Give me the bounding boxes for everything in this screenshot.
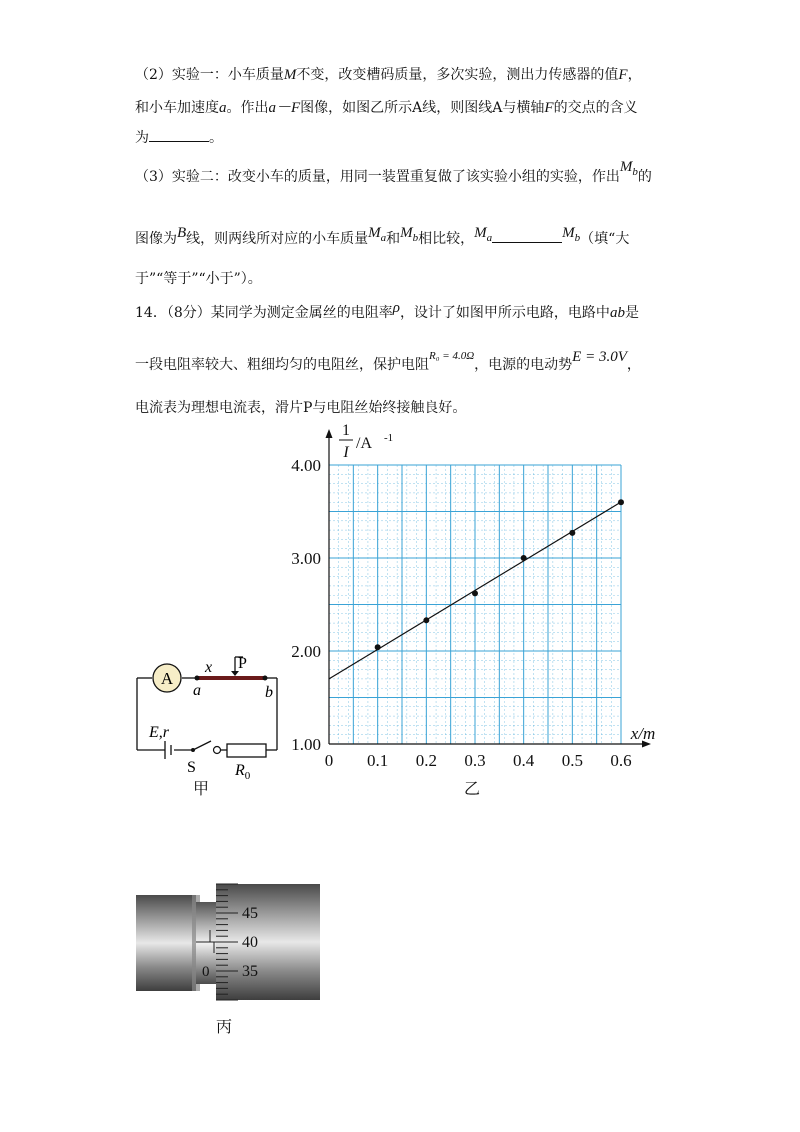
y-tick-label: 2.00 bbox=[291, 642, 321, 661]
x-tick-label: 0.4 bbox=[513, 751, 535, 770]
caption-jia: 甲 bbox=[193, 779, 210, 798]
label-a: a bbox=[193, 682, 201, 699]
answer-blank[interactable] bbox=[149, 129, 209, 142]
y-label-numerator: 1 bbox=[342, 422, 350, 439]
var-M: M bbox=[283, 67, 297, 83]
y-label-unit: /A bbox=[356, 435, 372, 452]
data-point bbox=[618, 499, 624, 505]
graph-chart bbox=[280, 420, 670, 780]
x-tick-label: 0.1 bbox=[367, 751, 389, 770]
circuit-diagram bbox=[125, 645, 295, 805]
compare-blank[interactable] bbox=[492, 230, 562, 243]
x-tick-label: 0.3 bbox=[464, 751, 486, 770]
q2-line-1: （2）实验一：小车质量M不变，改变槽码质量，多次实验，测出力传感器的值F， bbox=[135, 67, 642, 83]
caption-yi: 乙 bbox=[464, 779, 481, 798]
switch-contact bbox=[214, 747, 221, 754]
micrometer-image bbox=[130, 880, 325, 1005]
data-point bbox=[521, 555, 527, 561]
y-label-denominator: I bbox=[343, 444, 349, 461]
label-P: P bbox=[238, 655, 247, 672]
y-tick-label: 1.00 bbox=[291, 735, 321, 754]
q14-line-2: 一段电阻率较大、粗细均匀的电阻丝，保护电阻$^{R_0 = 4.0\Omega}$，电源的电动势E = 3.0V， bbox=[135, 349, 641, 373]
q3-line-2: 图像为B线，则两线所对应的小车质量$M_a$和$M_b$相比较，$M_a$ $M_b$（填“大 bbox=[135, 225, 630, 247]
q2-line-3: 为 。 bbox=[135, 130, 223, 146]
data-point bbox=[375, 644, 381, 650]
x-tick-label: 0 bbox=[324, 751, 334, 770]
frame-anvil bbox=[136, 895, 196, 991]
label-R0: $R_0$ bbox=[235, 762, 251, 782]
label-b: b bbox=[265, 684, 273, 701]
sleeve-zero-label: 0 bbox=[202, 964, 210, 980]
thimble-label-35: 35 bbox=[242, 963, 258, 980]
thimble-label-40: 40 bbox=[242, 934, 258, 951]
q2-line-2: 和小车加速度a。作出a－F图像，如图乙所示A线，则图线A与横轴F的交点的含义 bbox=[135, 100, 638, 116]
x-tick-label: 0.6 bbox=[610, 751, 632, 770]
x-axis-label: x/m bbox=[630, 724, 656, 743]
ammeter-label: A bbox=[160, 669, 174, 688]
y-label-exponent: -1 bbox=[384, 432, 394, 444]
label-Er: E,r bbox=[149, 724, 169, 741]
caption-bing: 丙 bbox=[216, 1017, 233, 1036]
data-point bbox=[423, 617, 429, 623]
x-tick-label: 0.5 bbox=[561, 751, 583, 770]
label-S: S bbox=[187, 759, 196, 776]
y-tick-label: 4.00 bbox=[291, 456, 321, 475]
data-point bbox=[569, 530, 575, 536]
thimble-label-45: 45 bbox=[242, 905, 258, 922]
data-point bbox=[472, 590, 478, 596]
q14-line-1: 14．（8分）某同学为测定金属丝的电阻率ρ，设计了如图甲所示电路，电路中ab是 bbox=[135, 300, 639, 321]
q3-line-1: （3）实验二：改变小车的质量，用同一装置重复做了该实验小组的实验，作出$M_b$的 bbox=[135, 159, 652, 185]
q3-line-3: 于”“等于”“小于”）。 bbox=[135, 271, 262, 287]
x-tick-label: 0.2 bbox=[415, 751, 437, 770]
y-axis-arrow bbox=[326, 429, 333, 438]
y-tick-label: 3.00 bbox=[291, 549, 321, 568]
label-x: x bbox=[205, 659, 213, 676]
q14-line-3: 电流表为理想电流表，滑片P与电阻丝始终接触良好。 bbox=[135, 400, 467, 416]
